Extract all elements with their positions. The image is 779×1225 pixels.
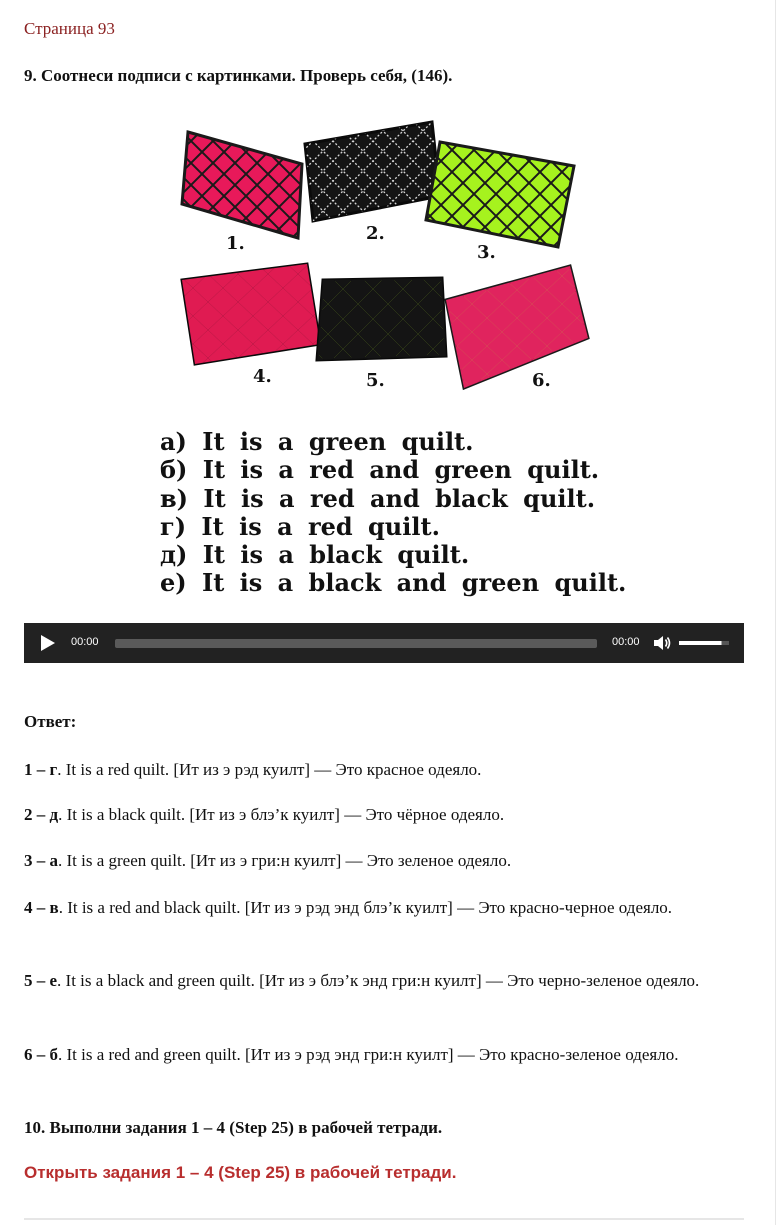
answer-key: 3 – а <box>24 851 58 870</box>
answer-text: . It is a red quilt. [Ит из э рэд куилт] — Это красное одеяло. <box>57 760 482 779</box>
caption-a: а) It is a green quilt. <box>160 427 474 456</box>
page-number: Страница 93 <box>24 19 115 38</box>
volume-icon[interactable] <box>652 633 672 653</box>
answer-text: . It is a red and green quilt. [Ит из э рэд энд гри:н куилт] — Это красно-зеленое одеяло. <box>58 1045 679 1064</box>
progress-bar[interactable] <box>115 639 597 648</box>
quilt-1-number: 1. <box>226 233 245 254</box>
caption-d: д) It is a black quilt. <box>160 540 470 570</box>
answer-item-6 <box>24 1041 759 1069</box>
answer-key: 6 – б <box>24 1045 58 1064</box>
caption-v: в) It is a red and black quilt. <box>160 483 596 513</box>
task-10-title: 10. Выполни задания 1 – 4 (Step 25) в рабочей тетради. <box>24 1118 443 1137</box>
play-icon[interactable] <box>41 635 55 651</box>
answer-item-3 <box>24 847 759 875</box>
caption-e: е) It is a black and green quilt. <box>160 568 627 598</box>
quilt-2-number: 2. <box>366 223 385 244</box>
volume-slider[interactable] <box>679 637 729 649</box>
audio-player <box>24 623 744 663</box>
answer-item-2 <box>24 801 759 829</box>
answer-key: 4 – в <box>24 898 59 917</box>
caption-list <box>160 428 626 598</box>
open-workbook-link[interactable]: Открыть задания 1 – 4 (Step 25) в рабочей тетради. <box>24 1163 457 1182</box>
quilt-3-number: 3. <box>477 242 496 263</box>
quilts-illustration <box>150 112 630 602</box>
current-time: 00:00 <box>71 636 99 648</box>
answer-text: . It is a black quilt. [Ит из э блэ’к куилт] — Это чёрное одеяло. <box>58 805 505 824</box>
quilt-5-number: 5. <box>366 370 385 391</box>
answer-item-1 <box>24 756 759 784</box>
answer-item-4 <box>24 894 759 922</box>
answer-heading: Ответ: <box>24 712 77 731</box>
page-border <box>775 0 776 1225</box>
bottom-divider <box>24 1218 744 1220</box>
answer-key: 2 – д <box>24 805 59 824</box>
answer-item-5 <box>24 967 759 995</box>
quilt-6-number: 6. <box>532 370 551 391</box>
answer-key: 5 – е <box>24 971 58 990</box>
caption-b: б) It is a red and green quilt. <box>160 455 600 485</box>
duration-time: 00:00 <box>612 636 640 648</box>
caption-g: г) It is a red quilt. <box>160 511 440 541</box>
answer-key: 1 – г <box>24 760 58 779</box>
task-9-title: 9. Соотнеси подписи с картинками. Проверь себя, (146). <box>24 66 453 85</box>
quilts-drawing <box>150 112 630 412</box>
answer-text: . It is a red and black quilt. [Ит из э рэд энд блэ’к куилт] — Это красно-черное одеяло. <box>58 898 673 917</box>
answer-text: . It is a black and green quilt. [Ит из э блэ’к энд гри:н куилт] — Это черно-зеленое одеяло. <box>57 971 700 990</box>
answer-text: . It is a green quilt. [Ит из э гри:н куилт] — Это зеленое одеяло. <box>58 851 512 870</box>
quilt-4-number: 4. <box>253 366 272 387</box>
